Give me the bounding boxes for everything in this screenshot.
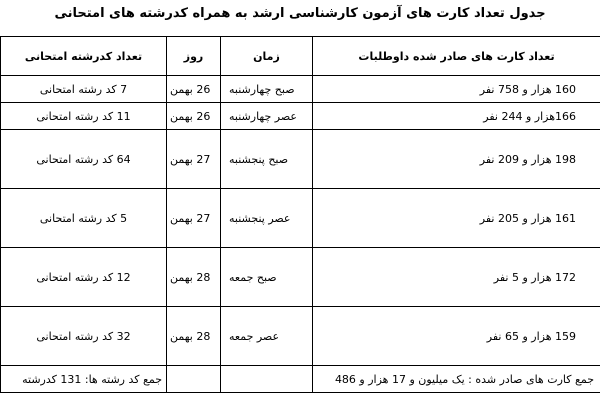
cell-fields: 64 کد رشته امتحانی — [1, 130, 167, 189]
cell-time: عصر چهارشنبه — [221, 103, 313, 130]
table-row — [1, 103, 600, 130]
cell-day: 27 بهمن — [167, 130, 221, 189]
table-row — [1, 189, 600, 248]
page-title: جدول تعداد کارت های آزمون کارشناسی ارشد به همراه کدرشته های امتحانی — [54, 6, 546, 21]
cell-day: 28 بهمن — [167, 307, 221, 366]
footer-total-fields: جمع کد رشته ها: 131 کدرشته — [1, 366, 167, 393]
cell-cards: 166هزار و 244 نفر — [313, 103, 600, 130]
cell-fields: 32 کد رشته امتحانی — [1, 307, 167, 366]
cell-cards: 159 هزار و 65 نفر — [313, 307, 600, 366]
cell-cards: 160 هزار و 758 نفر — [313, 76, 600, 103]
cell-day: 26 بهمن — [167, 103, 221, 130]
footer-empty-day — [167, 366, 221, 393]
header-time: زمان — [221, 37, 313, 76]
header-day: روز — [167, 37, 221, 76]
table-row — [1, 130, 600, 189]
header-fields: تعداد کدرشته امتحانی — [1, 37, 167, 76]
cell-time: صبح چهارشنبه — [221, 76, 313, 103]
cell-time: صبح جمعه — [221, 248, 313, 307]
table-header-row — [1, 37, 600, 76]
cell-time: عصر پنجشنبه — [221, 189, 313, 248]
table-row — [1, 248, 600, 307]
exam-cards-table — [0, 36, 600, 393]
cell-fields: 11 کد رشته امتحانی — [1, 103, 167, 130]
footer-empty-time — [221, 366, 313, 393]
cell-day: 26 بهمن — [167, 76, 221, 103]
cell-time: عصر جمعه — [221, 307, 313, 366]
cell-fields: 7 کد رشته امتحانی — [1, 76, 167, 103]
cell-day: 28 بهمن — [167, 248, 221, 307]
table-row — [1, 307, 600, 366]
cell-cards: 161 هزار و 205 نفر — [313, 189, 600, 248]
cell-fields: 5 کد رشته امتحانی — [1, 189, 167, 248]
footer-total-cards: جمع کارت های صادر شده : یک میلیون و 17 هزار و 486 — [313, 366, 600, 393]
cell-day: 27 بهمن — [167, 189, 221, 248]
table-footer-row — [1, 366, 600, 393]
cell-fields: 12 کد رشته امتحانی — [1, 248, 167, 307]
cell-cards: 172 هزار و 5 نفر — [313, 248, 600, 307]
table-row — [1, 76, 600, 103]
cell-time: صبح پنجشنبه — [221, 130, 313, 189]
cell-cards: 198 هزار و 209 نفر — [313, 130, 600, 189]
header-cards: تعداد کارت های صادر شده داوطلبات — [313, 37, 600, 76]
